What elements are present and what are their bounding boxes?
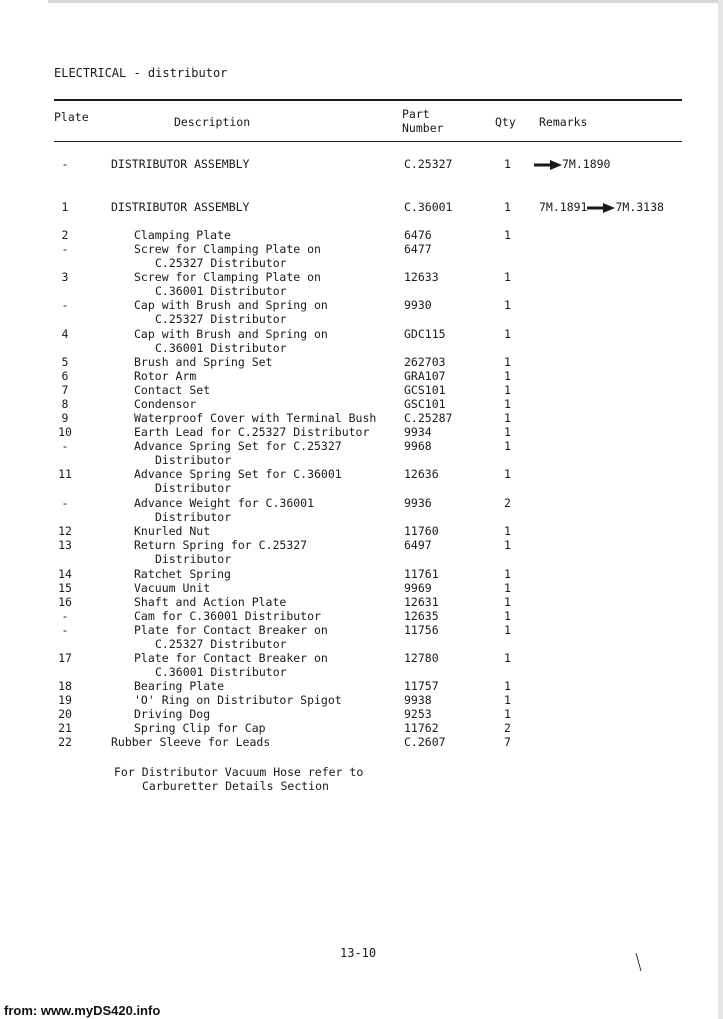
description-cell: Bearing Plate (134, 679, 225, 693)
description-cell: Screw for Clamping Plate on (134, 242, 321, 256)
plate-cell: - (61, 242, 69, 256)
description-continuation: C.25327 Distributor (155, 637, 287, 651)
part-number-cell: 9936 (404, 496, 432, 510)
page-number: 13-10 (340, 946, 377, 960)
part-number-cell: 9934 (404, 425, 432, 439)
arrow-right-icon (534, 160, 562, 170)
description-cell: Advance Spring Set for C.36001 (134, 467, 342, 481)
description-cell: Clamping Plate (134, 228, 231, 242)
description-continuation: Distributor (155, 552, 232, 566)
qty-cell: 1 (504, 693, 511, 707)
description-cell: Spring Clip for Cap (134, 721, 266, 735)
right-edge (718, 0, 723, 1019)
description-cell: Advance Weight for C.36001 (134, 496, 315, 510)
qty-cell: 1 (504, 439, 511, 453)
part-number-cell: C.25327 (404, 157, 453, 171)
qty-cell: 1 (504, 228, 511, 242)
section-heading: ELECTRICAL - distributor (54, 66, 228, 80)
plate-cell: - (61, 609, 69, 623)
plate-cell: 3 (61, 270, 69, 284)
plate-cell: 5 (61, 355, 69, 369)
qty-cell: 1 (504, 651, 511, 665)
plate-cell: 9 (61, 411, 69, 425)
remark-to: 7M.1890 (562, 157, 611, 171)
description-cell: Rotor Arm (134, 369, 197, 383)
qty-cell: 1 (504, 679, 511, 693)
part-number-cell: 6477 (404, 242, 432, 256)
description-cell: Return Spring for C.25327 (134, 538, 308, 552)
arrow-right-icon (587, 203, 615, 213)
part-number-cell: 9938 (404, 693, 432, 707)
plate-cell: 18 (58, 679, 72, 693)
qty-cell: 1 (504, 623, 511, 637)
qty-cell: 1 (504, 609, 511, 623)
plate-cell: 20 (58, 707, 72, 721)
description-cell: Driving Dog (134, 707, 211, 721)
qty-cell: 1 (504, 567, 511, 581)
qty-cell: 1 (504, 538, 511, 552)
part-number-cell: 9969 (404, 581, 432, 595)
qty-cell: 2 (504, 496, 511, 510)
top-edge (48, 0, 723, 3)
description-cell: Plate for Contact Breaker on (134, 623, 328, 637)
description-continuation: C.36001 Distributor (155, 284, 287, 298)
qty-cell: 1 (504, 383, 511, 397)
table-top-rule (54, 99, 682, 101)
part-number-cell: 9253 (404, 707, 432, 721)
arrow-right-icon (587, 203, 615, 213)
description-cell: Earth Lead for C.25327 Distributor (134, 425, 370, 439)
part-number-cell: 11757 (404, 679, 439, 693)
part-number-cell: 11762 (404, 721, 439, 735)
qty-cell: 7 (504, 735, 511, 749)
qty-cell: 1 (504, 369, 511, 383)
col-header-number: Number (402, 121, 444, 135)
part-number-cell: 6497 (404, 538, 432, 552)
plate-cell: - (61, 439, 69, 453)
plate-cell: - (61, 496, 69, 510)
col-header-qty: Qty (495, 115, 516, 129)
description-cell: Cap with Brush and Spring on (134, 298, 328, 312)
part-number-cell: 12633 (404, 270, 439, 284)
description-cell: Screw for Clamping Plate on (134, 270, 321, 284)
qty-cell: 1 (504, 467, 511, 481)
plate-cell: 17 (58, 651, 72, 665)
part-number-cell: 262703 (404, 355, 446, 369)
plate-cell: 4 (61, 327, 69, 341)
qty-cell: 1 (504, 581, 511, 595)
part-number-cell: 12631 (404, 595, 439, 609)
qty-cell: 1 (504, 411, 511, 425)
plate-cell: 10 (58, 425, 72, 439)
description-cell: 'O' Ring on Distributor Spigot (134, 693, 342, 707)
description-continuation: C.25327 Distributor (155, 312, 287, 326)
description-cell: Cam for C.36001 Distributor (134, 609, 321, 623)
plate-cell: - (61, 157, 69, 171)
part-number-cell: 12780 (404, 651, 439, 665)
part-number-cell: C.2607 (404, 735, 446, 749)
qty-cell: 1 (504, 425, 511, 439)
part-number-cell: 11761 (404, 567, 439, 581)
qty-cell: 2 (504, 721, 511, 735)
plate-cell: - (61, 298, 69, 312)
plate-cell: 2 (61, 228, 69, 242)
part-number-cell: C.25287 (404, 411, 453, 425)
qty-cell: 1 (504, 355, 511, 369)
plate-cell: 16 (58, 595, 72, 609)
part-number-cell: 6476 (404, 228, 432, 242)
description-cell: Advance Spring Set for C.25327 (134, 439, 342, 453)
plate-cell: 19 (58, 693, 72, 707)
description-cell: Vacuum Unit (134, 581, 211, 595)
part-number-cell: GSC101 (404, 397, 446, 411)
part-number-cell: 12636 (404, 467, 439, 481)
note-line-1: For Distributor Vacuum Hose refer to (114, 765, 364, 779)
plate-cell: 6 (61, 369, 69, 383)
plate-cell: 7 (61, 383, 69, 397)
part-number-cell: 12635 (404, 609, 439, 623)
source-footer: from: www.myDS420.info (4, 1003, 161, 1018)
plate-cell: 13 (58, 538, 72, 552)
qty-cell: 1 (504, 200, 511, 214)
plate-cell: 11 (58, 467, 72, 481)
qty-cell: 1 (504, 157, 511, 171)
col-header-remarks: Remarks (539, 115, 588, 129)
description-cell: Shaft and Action Plate (134, 595, 287, 609)
plate-cell: 14 (58, 567, 72, 581)
description-continuation: C.25327 Distributor (155, 256, 287, 270)
part-number-cell: 11760 (404, 524, 439, 538)
description-continuation: Distributor (155, 510, 232, 524)
description-cell: Ratchet Spring (134, 567, 231, 581)
plate-cell: 15 (58, 581, 72, 595)
part-number-cell: GDC115 (404, 327, 446, 341)
description-cell: Contact Set (134, 383, 211, 397)
part-number-cell: C.36001 (404, 200, 453, 214)
part-number-cell: 11756 (404, 623, 439, 637)
qty-cell: 1 (504, 595, 511, 609)
plate-cell: 22 (58, 735, 72, 749)
qty-cell: 1 (504, 270, 511, 284)
description-cell: Rubber Sleeve for Leads (111, 735, 271, 749)
description-cell: DISTRIBUTOR ASSEMBLY (111, 157, 250, 171)
plate-cell: 12 (58, 524, 72, 538)
qty-cell: 1 (504, 327, 511, 341)
part-number-cell: 9930 (404, 298, 432, 312)
part-number-cell: GCS101 (404, 383, 446, 397)
qty-cell: 1 (504, 298, 511, 312)
description-cell: Cap with Brush and Spring on (134, 327, 328, 341)
description-cell: Brush and Spring Set (134, 355, 273, 369)
description-continuation: Distributor (155, 453, 232, 467)
scan-mark (632, 945, 644, 975)
description-cell: Plate for Contact Breaker on (134, 651, 328, 665)
plate-cell: - (61, 623, 69, 637)
plate-cell: 8 (61, 397, 69, 411)
qty-cell: 1 (504, 397, 511, 411)
plate-cell: 1 (61, 200, 69, 214)
part-number-cell: GRA107 (404, 369, 446, 383)
description-continuation: C.36001 Distributor (155, 665, 287, 679)
col-header-description: Description (174, 115, 251, 129)
qty-cell: 1 (504, 707, 511, 721)
description-cell: Condensor (134, 397, 197, 411)
description-cell: DISTRIBUTOR ASSEMBLY (111, 200, 250, 214)
description-cell: Waterproof Cover with Terminal Bush (134, 411, 377, 425)
part-number-cell: 9968 (404, 439, 432, 453)
description-continuation: C.36001 Distributor (155, 341, 287, 355)
qty-cell: 1 (504, 524, 511, 538)
note-line-2: Carburetter Details Section (142, 779, 329, 793)
remarks-cell (539, 200, 664, 214)
plate-cell: 21 (58, 721, 72, 735)
remark-to: 7M.3138 (615, 200, 664, 214)
description-continuation: Distributor (155, 481, 232, 495)
remarks-cell (534, 157, 610, 171)
table-header-rule (54, 141, 682, 142)
remark-from: 7M.1891 (539, 200, 588, 214)
col-header-plate: Plate (54, 110, 89, 124)
description-cell: Knurled Nut (134, 524, 211, 538)
arrow-right-icon (534, 160, 562, 170)
col-header-part: Part (402, 107, 430, 121)
